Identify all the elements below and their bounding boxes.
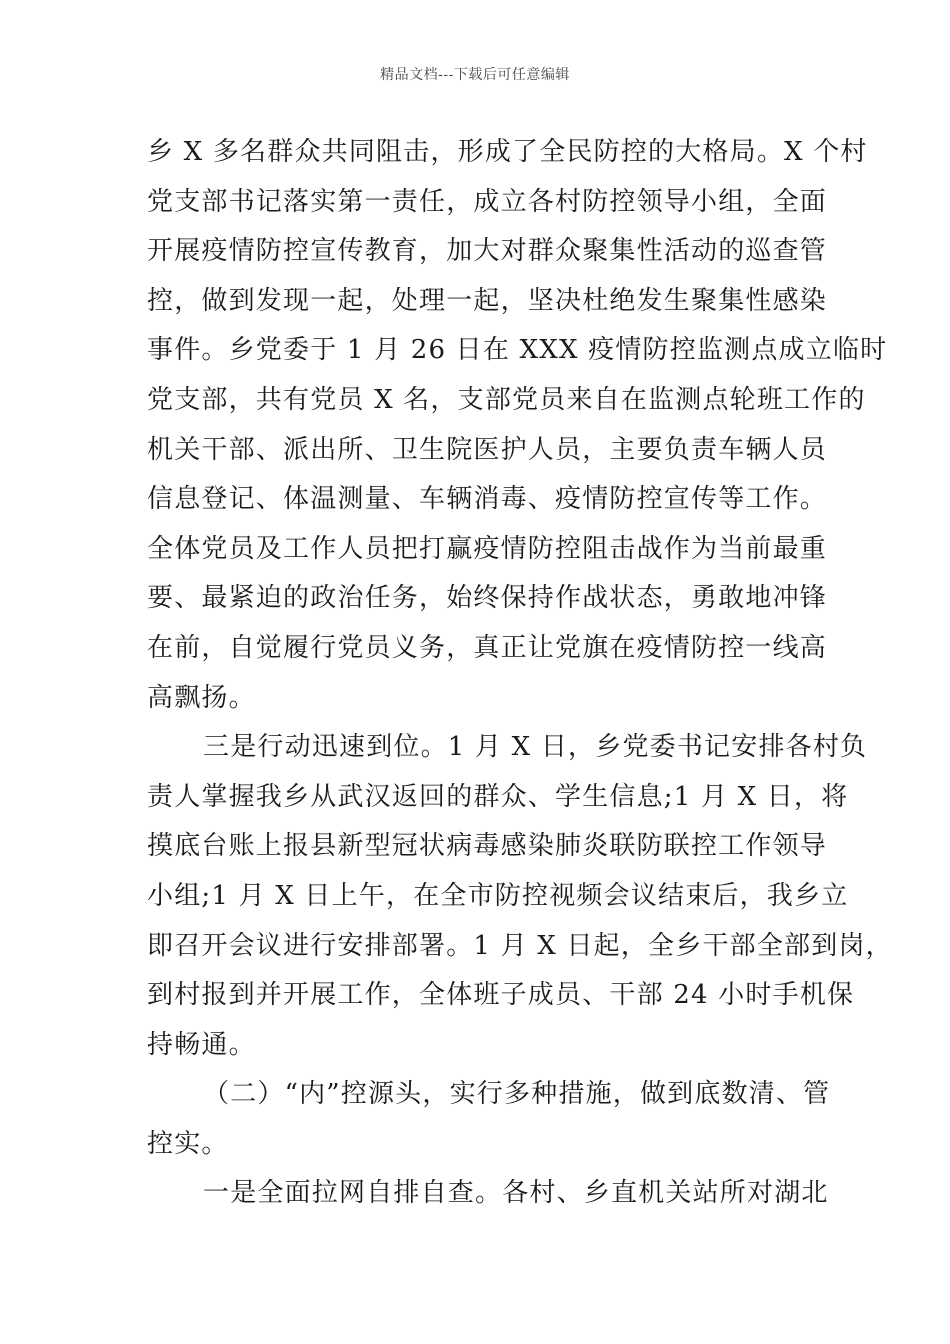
text-line: 持畅通。 [147, 1029, 256, 1060]
text-line: 责人掌握我乡从武汉返回的群众、学生信息;1 月 X 日，将 [147, 781, 849, 812]
text-line: 小组;1 月 X 日上午，在全市防控视频会议结束后，我乡立 [147, 880, 849, 911]
paragraph-start-line: 一是全面拉网自排自查。各村、乡直机关站所对湖北 [203, 1178, 829, 1209]
text-line: 即召开会议进行安排部署。1 月 X 日起，全乡干部全部到岗， [147, 930, 893, 961]
text-line: 控实。 [147, 1128, 229, 1159]
text-line: 全体党员及工作人员把打赢疫情防控阻击战作为当前最重 [147, 533, 828, 564]
text-line: 党支部书记落实第一责任，成立各村防控领导小组，全面 [147, 186, 828, 217]
text-line: 党支部，共有党员 X 名，支部党员来自在监测点轮班工作的 [147, 384, 866, 415]
text-line: 到村报到并开展工作，全体班子成员、干部 24 小时手机保 [147, 980, 855, 1011]
page-header: 精品文档---下载后可任意编辑 [380, 67, 570, 83]
text-line: 开展疫情防控宣传教育，加大对群众聚集性活动的巡查管 [147, 236, 828, 267]
text-line: 控，做到发现一起，处理一起，坚决杜绝发生聚集性感染 [147, 285, 828, 316]
text-line: 信息登记、体温测量、车辆消毒、疫情防控宣传等工作。 [147, 484, 828, 515]
text-line: 高飘扬。 [147, 682, 256, 713]
paragraph-start-line: 三是行动迅速到位。1 月 X 日，乡党委书记安排各村负 [203, 732, 868, 763]
text-line: 要、最紧迫的政治任务，始终保持作战状态，勇敢地冲锋 [147, 583, 828, 614]
text-line: 事件。乡党委于 1 月 26 日在 XXX 疫情防控监测点成立临时 [147, 335, 888, 366]
section-heading-line: （二）“内”控源头，实行多种措施，做到底数清、管 [203, 1079, 831, 1110]
text-line: 乡 X 多名群众共同阻击，形成了全民防控的大格局。X 个村 [147, 137, 868, 167]
text-line: 机关干部、派出所、卫生院医护人员，主要负责车辆人员 [147, 434, 828, 465]
document-body [147, 128, 893, 1219]
text-line: 摸底台账上报县新型冠状病毒感染肺炎联防联控工作领导 [147, 831, 828, 862]
text-line: 在前，自觉履行党员义务，真正让党旗在疫情防控一线高 [147, 632, 828, 663]
